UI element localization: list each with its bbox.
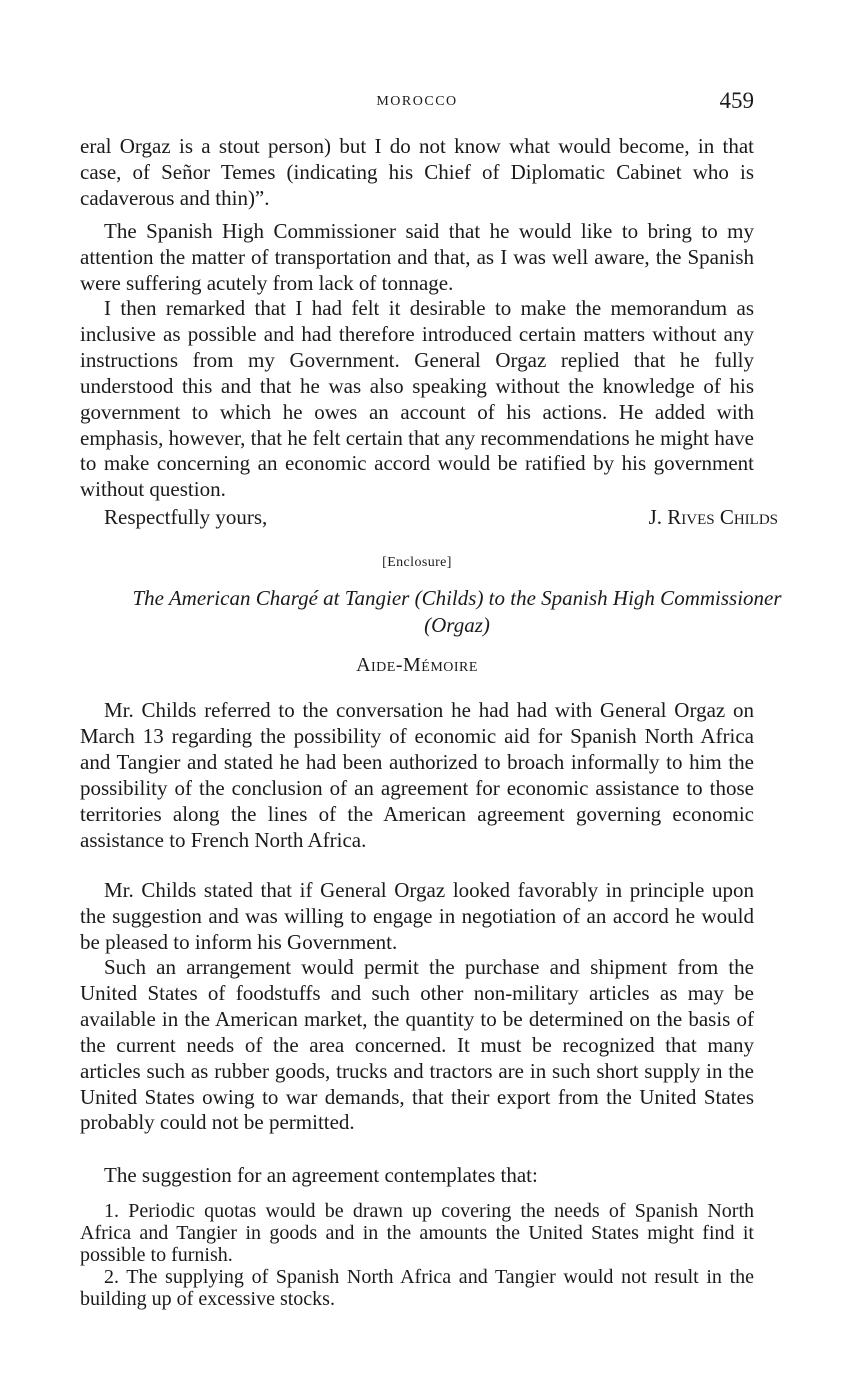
aide-paragraph-4: The suggestion for an agreement contemplates that: bbox=[104, 1163, 538, 1187]
aide-paragraph-1: Mr. Childs referred to the conversation he had had with General Orgaz on March 13 regarding the possibility of economic aid for Spanish North Africa and Tangier and stated he had been authorized to broach informally to him the possibility of the conclusion of an agreement for economic assistance to those territories along the lines of the American agreement governing economic assistance to French North Africa. bbox=[80, 698, 754, 852]
aide-memoire-title: Aide-Mémoire bbox=[356, 654, 478, 676]
signature: J. Rives Childs bbox=[648, 505, 778, 529]
aide-paragraph-2: Mr. Childs stated that if General Orgaz looked favorably in principle upon the suggestion and was willing to engage in negotiation of an accord he would be pleased to inform his Government. bbox=[80, 878, 754, 954]
enclosure-title: The American Chargé at Tangier (Childs) to the Spanish High Commissioner (Orgaz) bbox=[132, 586, 782, 637]
enclosure-label: [Enclosure] bbox=[382, 555, 452, 570]
paragraph-transportation: The Spanish High Commissioner said that he would like to bring to my attention the matter of transportation and that, as I was well aware, the Spanish were suffering acutely from lack of tonnage. bbox=[80, 219, 754, 295]
signature-line bbox=[80, 505, 778, 531]
letter-continuation: eral Orgaz is a stout person) but I do not know what would become, in that case, of Señor Temes (indicating his Chief of Diplomatic Cabinet who is cadaverous and thin)”. bbox=[80, 134, 754, 210]
aide-paragraph-3: Such an arrangement would permit the purchase and shipment from the United States of foodstuffs and such other non-military articles as may be available in the American market, the quantity to be determined on the basis of the current needs of the area concerned. It must be recognized that many articles such as rubber goods, trucks and tractors are in such short supply in the United States owing to war demands, that their export from the United States probably could not be permitted. bbox=[80, 955, 754, 1135]
closing: Respectfully yours, bbox=[104, 505, 268, 529]
list-item-1: 1. Periodic quotas would be drawn up covering the needs of Spanish North Africa and Tangier in goods and in the amounts the United States might find it possible to furnish. bbox=[80, 1200, 754, 1266]
running-head: MOROCCO bbox=[376, 94, 458, 109]
page-header bbox=[80, 88, 754, 122]
list-item-2: 2. The supplying of Spanish North Africa and Tangier would not result in the building up of excessive stocks. bbox=[80, 1266, 754, 1310]
page-number: 459 bbox=[719, 88, 754, 113]
paragraph-memorandum: I then remarked that I had felt it desirable to make the memorandum as inclusive as possible and had therefore introduced certain matters without any instructions from my Government. General Orgaz replied that he fully understood this and that he was also speaking without the knowledge of his government to which he owes an account of his actions. He added with emphasis, however, that he felt certain that any recommendations he might have to make concerning an economic accord would be ratified by his government without question. bbox=[80, 296, 754, 502]
